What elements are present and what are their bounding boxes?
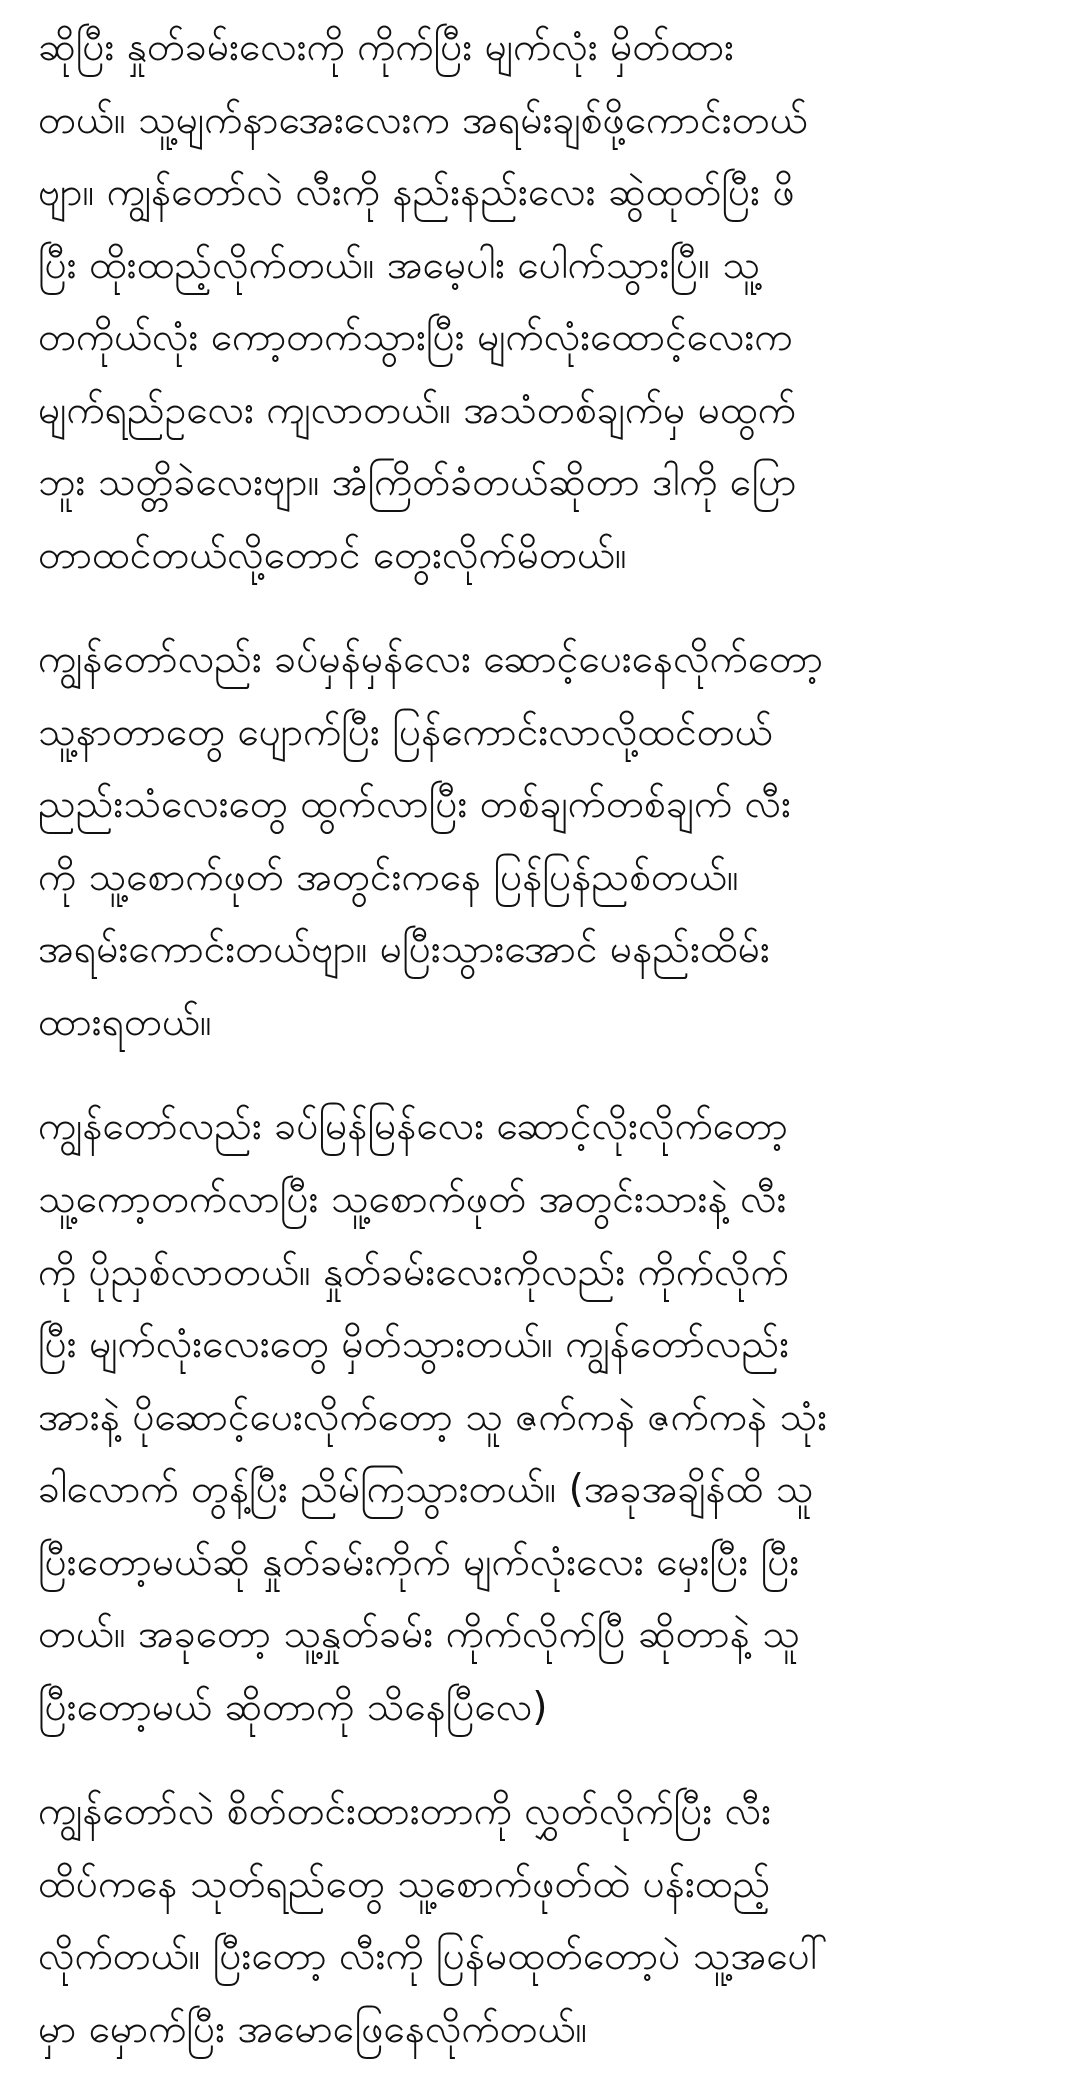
paragraph-4: ကျွန်တော်လဲ စိတ်တင်းထားတာကို လွှတ်လိုက်ပြီး လီး ထိပ်ကနေ သုတ်ရည်တွေ သူ့စောက်ဖုတ်ထဲ ပန်းထည့် လိုက်တယ်။ ပြီးတော့ လီးကို ပြန်မထုတ်တော့ပဲ သူ့အပေါ် မှာ မှောက်ပြီး အမောဖြေနေလိုက်တယ်။ xyxy=(38,1789,828,2052)
paragraph-2: ကျွန်တော်လည်း ခပ်မှန်မှန်လေး ဆောင့်ပေးနေလိုက်တော့ သူ့နာတာတွေ ပျောက်ပြီး ပြန်ကောင်းလာလို့ထင်တယ် ညည်းသံလေးတွေ ထွက်လာပြီး တစ်ချက်တစ်ချက် လီး ကို သူ့စောက်ဖုတ် အတွင်းကနေ ပြန်ပြန်ညစ်တယ်။ အရမ်းကောင်းတယ်ဗျာ။ မပြီးသွားအောင် မနည်းထိမ်း ထားရတယ်။ xyxy=(38,637,824,1045)
paragraph-1: ဆိုပြီး နှုတ်ခမ်းလေးကို ကိုက်ပြီး မျက်လုံး မှိတ်ထား တယ်။ သူ့မျက်နာအေးလေးက အရမ်းချစ်ဖို့ကောင်းတယ် ဗျာ။ ကျွန်တော်လဲ လီးကို နည်းနည်းလေး ဆွဲထုတ်ပြီး ဖိ ပြီး ထိုးထည့်လိုက်တယ်။ အမေ့ပါး ပေါက်သွားပြီ။ သူ့ တကိုယ်လုံး ကော့တက်သွားပြီး မျက်လုံးထောင့်လေးက မျက်ရည်ဥလေး ကျလာတယ်။ အသံတစ်ချက်မှ မထွက် ဘူး သတ္တိခဲလေးဗျာ။ အံကြိတ်ခံတယ်ဆိုတာ ဒါကို ပြော တာထင်တယ်လို့တောင် တွေးလိုက်မိတယ်။ xyxy=(38,25,808,578)
document-body xyxy=(38,12,1048,2098)
paragraph-3: ကျွန်တော်လည်း ခပ်မြန်မြန်လေး ဆောင့်လိုးလိုက်တော့ သူ့ကော့တက်လာပြီး သူ့စောက်ဖုတ် အတွင်းသားနဲ့ လီး ကို ပိုညှစ်လာတယ်။ နှုတ်ခမ်းလေးကိုလည်း ကိုက်လိုက် ပြီး မျက်လုံးလေးတွေ မှိတ်သွားတယ်။ ကျွန်တော်လည်း အားနဲ့ ပိုဆောင့်ပေးလိုက်တော့ သူ ဇက်ကနဲ ဇက်ကနဲ သုံး ခါလောက် တွန့်ပြီး ညိမ်ကြသွားတယ်။ (အခုအချိန်ထိ သူ ပြီးတော့မယ်ဆို နှုတ်ခမ်းကိုက် မျက်လုံးလေး မှေးပြီး ပြီး တယ်။ အခုတော့ သူ့နှုတ်ခမ်း ကိုက်လိုက်ပြီ ဆိုတာနဲ့ သူ ပြီးတော့မယ် ဆိုတာကို သိနေပြီလေ) xyxy=(38,1104,828,1730)
